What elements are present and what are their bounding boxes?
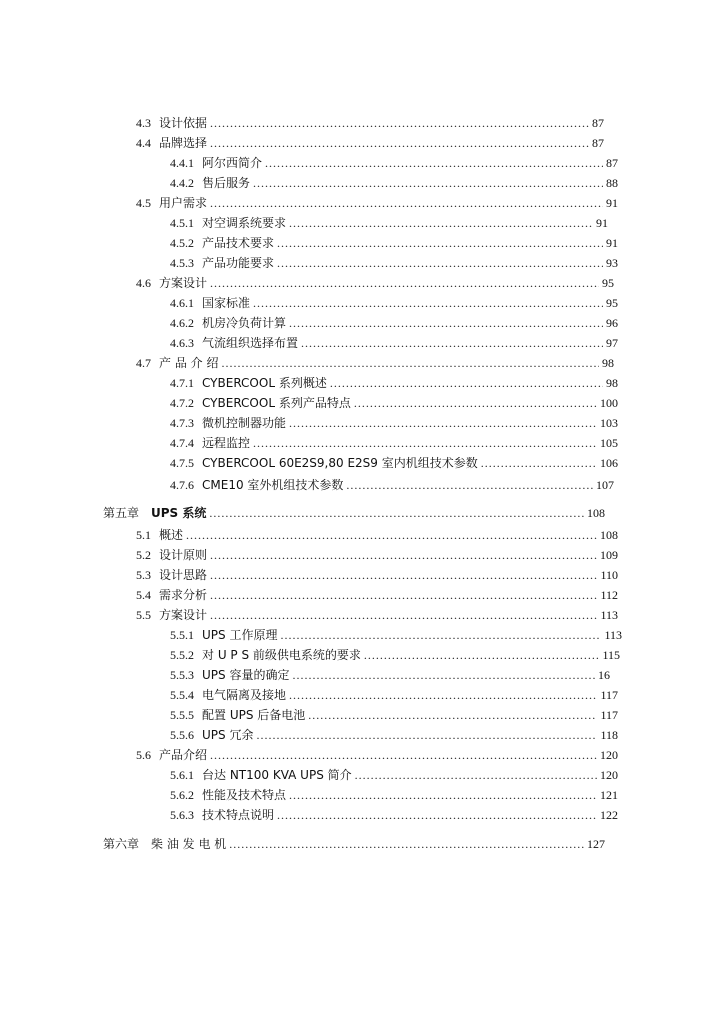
section-number: 5.3 (136, 568, 151, 582)
page-number: 117 (600, 688, 618, 702)
toc-entry-5-3[interactable] (136, 564, 618, 582)
dot-leader (364, 648, 600, 662)
dot-leader (210, 196, 603, 210)
toc-entry-4-5-2[interactable] (170, 232, 618, 250)
section-number: 5.5 (136, 608, 151, 622)
dot-leader (308, 708, 597, 722)
toc-entry-4-5[interactable] (136, 192, 618, 210)
page-number: 91 (606, 236, 618, 250)
section-title: 品牌选择 (159, 136, 208, 150)
toc-entry-4-4-1[interactable] (170, 152, 618, 170)
section-number: 4.7.2 (170, 396, 194, 410)
section-number: 4.7.3 (170, 416, 194, 430)
dot-leader (277, 808, 597, 822)
page-number: 108 (600, 528, 618, 542)
section-title: 配置 UPS 后备电池 (202, 708, 306, 722)
page-number: 87 (606, 156, 618, 170)
section-number: 5.2 (136, 548, 151, 562)
dot-leader (210, 548, 597, 562)
page-number: 98 (602, 356, 614, 370)
section-number: 4.7 (136, 356, 151, 370)
page-number: 100 (600, 396, 618, 410)
page-number: 120 (600, 748, 618, 762)
page-number: 93 (606, 256, 618, 270)
section-title: 需求分析 (159, 588, 208, 602)
chapter-title: UPS 系统 (151, 506, 207, 520)
toc-entry-4-7-6[interactable] (170, 474, 614, 492)
toc-entry-5-5-4[interactable] (170, 684, 618, 702)
dot-leader (210, 116, 589, 130)
page-number: 91 (606, 196, 618, 210)
section-number: 5.6.1 (170, 768, 194, 782)
dot-leader (210, 568, 597, 582)
dot-leader (210, 136, 589, 150)
dot-leader (253, 296, 603, 310)
page-number: 115 (602, 648, 620, 662)
chapter-number: 第六章 (103, 837, 140, 851)
section-number: 4.4 (136, 136, 151, 150)
page-number: 106 (600, 456, 618, 470)
section-number: 4.6.3 (170, 336, 194, 350)
section-title: 技术特点说明 (202, 808, 275, 822)
page-number: 113 (600, 608, 618, 622)
page-number: 97 (606, 336, 618, 350)
section-title: 国家标准 (202, 296, 251, 310)
section-title: 概述 (159, 528, 184, 542)
dot-leader (221, 356, 599, 370)
section-number: 4.6.1 (170, 296, 194, 310)
chapter-number: 第五章 (103, 506, 140, 520)
section-number: 4.7.6 (170, 478, 194, 492)
section-number: 4.7.1 (170, 376, 194, 390)
section-number: 4.3 (136, 116, 151, 130)
page-number: 95 (606, 296, 618, 310)
section-title: 设计依据 (159, 116, 208, 130)
section-title: 产品功能要求 (202, 256, 275, 270)
toc-entry-4-5-3[interactable] (170, 252, 618, 270)
section-title: 产品技术要求 (202, 236, 275, 250)
toc-chapter-6[interactable] (103, 833, 605, 851)
section-number: 4.5.3 (170, 256, 194, 270)
section-number: 4.5.1 (170, 216, 194, 230)
dot-leader (289, 216, 593, 230)
dot-leader (330, 376, 603, 390)
page-number: 113 (604, 628, 622, 642)
toc-entry-4-5-1[interactable] (170, 212, 608, 230)
section-title: UPS 容量的确定 (202, 668, 290, 682)
dot-leader (292, 668, 595, 682)
dot-leader (210, 588, 597, 602)
dot-leader (346, 478, 593, 492)
toc-entry-5-5[interactable] (136, 604, 618, 622)
dot-leader (210, 608, 597, 622)
page-number: 127 (587, 837, 605, 851)
section-title: CME10 室外机组技术参数 (202, 478, 344, 492)
section-number: 5.6.2 (170, 788, 194, 802)
section-title: 产品介绍 (159, 748, 208, 762)
section-title: 售后服务 (202, 176, 251, 190)
dot-leader (229, 837, 584, 851)
toc-entry-4-3[interactable] (136, 112, 604, 130)
page-number: 109 (600, 548, 618, 562)
section-title: 台达 NT100 KVA UPS 简介 (202, 768, 352, 782)
toc-entry-5-6-3[interactable] (170, 804, 618, 822)
section-title: 方案设计 (159, 276, 208, 290)
dot-leader (301, 336, 603, 350)
dot-leader (289, 316, 603, 330)
dot-leader (289, 688, 597, 702)
toc-entry-4-7-3[interactable] (170, 412, 618, 430)
section-number: 5.6 (136, 748, 151, 762)
dot-leader (289, 416, 597, 430)
toc-entry-5-5-5[interactable] (170, 704, 618, 722)
page-number: 16 (598, 668, 610, 682)
section-title: 对空调系统要求 (202, 216, 287, 230)
section-number: 5.6.3 (170, 808, 194, 822)
section-title: 对 U P S 前级供电系统的要求 (202, 648, 361, 662)
page-number: 121 (600, 788, 618, 802)
section-title: 设计原则 (159, 548, 208, 562)
toc-entry-4-7-2[interactable] (170, 392, 618, 410)
toc-entry-5-6[interactable] (136, 744, 618, 762)
section-title: 用户需求 (159, 196, 208, 210)
page-number: 103 (600, 416, 618, 430)
dot-leader (354, 396, 597, 410)
section-number: 5.5.3 (170, 668, 194, 682)
section-title: UPS 冗余 (202, 728, 254, 742)
toc-entry-4-4[interactable] (136, 132, 604, 150)
dot-leader (253, 436, 597, 450)
toc-entry-4-6[interactable] (136, 272, 614, 290)
toc-entry-4-6-2[interactable] (170, 312, 618, 330)
section-title: CYBERCOOL 系列概述 (202, 376, 327, 390)
section-number: 4.5.2 (170, 236, 194, 250)
page-number: 98 (606, 376, 618, 390)
page-number: 88 (606, 176, 618, 190)
section-number: 5.5.1 (170, 628, 194, 642)
dot-leader (355, 768, 597, 782)
page-number: 108 (587, 506, 605, 520)
dot-leader (209, 506, 584, 520)
dot-leader (265, 156, 603, 170)
toc-entry-4-7-1[interactable] (170, 372, 618, 390)
toc-entry-5-5-2[interactable] (170, 644, 620, 662)
page-number: 87 (592, 136, 604, 150)
page-number: 112 (600, 588, 618, 602)
page-number: 96 (606, 316, 618, 330)
toc-entry-5-1[interactable] (136, 524, 618, 542)
section-number: 5.4 (136, 588, 151, 602)
toc-entry-5-6-2[interactable] (170, 784, 618, 802)
dot-leader (481, 456, 597, 470)
page-number: 118 (600, 728, 618, 742)
dot-leader (277, 256, 603, 270)
toc-entry-4-7[interactable] (136, 352, 614, 370)
section-title: 远程监控 (202, 436, 251, 450)
page-number: 117 (600, 708, 618, 722)
section-title: 微机控制器功能 (202, 416, 287, 430)
section-title: 产 品 介 绍 (159, 356, 219, 370)
section-number: 4.4.2 (170, 176, 194, 190)
page-number: 95 (602, 276, 614, 290)
page-number: 122 (600, 808, 618, 822)
page-number: 91 (596, 216, 608, 230)
section-number: 5.5.4 (170, 688, 194, 702)
dot-leader (256, 728, 597, 742)
section-title: 方案设计 (159, 608, 208, 622)
toc-entry-5-6-1[interactable] (170, 764, 618, 782)
page-number: 110 (600, 568, 618, 582)
chapter-title: 柴 油 发 电 机 (151, 837, 227, 851)
dot-leader (210, 748, 597, 762)
section-title: 气流组织选择布置 (202, 336, 299, 350)
toc-entry-5-5-6[interactable] (170, 724, 618, 742)
toc-entry-5-5-3[interactable] (170, 664, 610, 682)
section-title: 阿尔西简介 (202, 156, 263, 170)
toc-entry-4-7-4[interactable] (170, 432, 618, 450)
section-number: 4.4.1 (170, 156, 194, 170)
toc-chapter-5[interactable] (103, 502, 605, 520)
section-title: UPS 工作原理 (202, 628, 278, 642)
section-title: 性能及技术特点 (202, 788, 287, 802)
page-number: 87 (592, 116, 604, 130)
section-number: 4.5 (136, 196, 151, 210)
section-title: CYBERCOOL 系列产品特点 (202, 396, 351, 410)
dot-leader (277, 236, 603, 250)
section-number: 5.5.6 (170, 728, 194, 742)
section-number: 5.1 (136, 528, 151, 542)
section-number: 4.6.2 (170, 316, 194, 330)
section-number: 4.7.4 (170, 436, 194, 450)
dot-leader (280, 628, 601, 642)
dot-leader (210, 276, 599, 290)
toc-entry-5-5-1[interactable] (170, 624, 622, 642)
section-number: 5.5.5 (170, 708, 194, 722)
section-title: CYBERCOOL 60E2S9,80 E2S9 室内机组技术参数 (202, 456, 478, 470)
dot-leader (253, 176, 603, 190)
section-title: 设计思路 (159, 568, 208, 582)
dot-leader (186, 528, 597, 542)
section-title: 电气隔离及接地 (202, 688, 287, 702)
section-number: 5.5.2 (170, 648, 194, 662)
toc-entry-4-7-5[interactable] (170, 452, 618, 470)
toc-entry-5-2[interactable] (136, 544, 618, 562)
toc-entry-4-4-2[interactable] (170, 172, 618, 190)
toc-entry-5-4[interactable] (136, 584, 618, 602)
toc-entry-4-6-3[interactable] (170, 332, 618, 350)
toc-entry-4-6-1[interactable] (170, 292, 618, 310)
page-number: 120 (600, 768, 618, 782)
dot-leader (289, 788, 597, 802)
page-number: 105 (600, 436, 618, 450)
section-number: 4.6 (136, 276, 151, 290)
page-number: 107 (596, 478, 614, 492)
section-title: 机房冷负荷计算 (202, 316, 287, 330)
section-number: 4.7.5 (170, 456, 194, 470)
